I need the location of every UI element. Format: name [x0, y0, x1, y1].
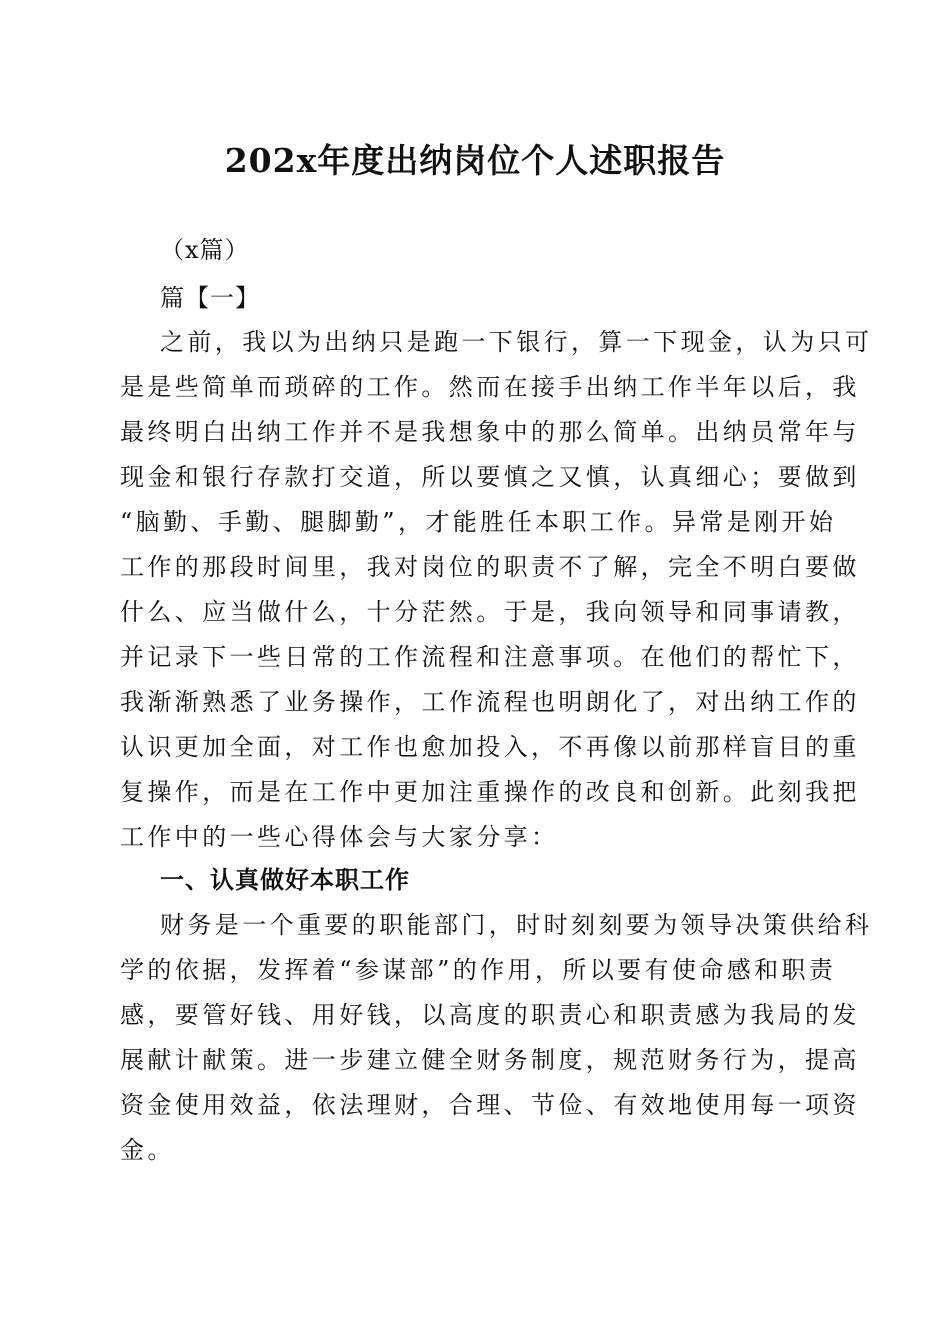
document-subtitle: （x篇）	[160, 236, 250, 264]
paragraph-line: 现金和银行存款打交道，所以要慎之又慎，认真细心；要做到	[120, 463, 860, 491]
paragraph-line: 复操作，而是在工作中更加注重操作的改良和创新。此刻我把	[120, 778, 860, 806]
paragraph-line: 最终明白出纳工作并不是我想象中的那么简单。出纳员常年与	[120, 418, 860, 446]
section-heading: 一、认真做好本职工作	[160, 866, 410, 894]
paragraph-line: 我渐渐熟悉了业务操作，工作流程也明朗化了，对出纳工作的	[120, 688, 860, 716]
paragraph-line: 金。	[120, 1136, 175, 1164]
paragraph-line: 展献计献策。进一步建立健全财务制度，规范财务行为，提高	[120, 1046, 860, 1074]
paragraph-line: 是是些简单而琐碎的工作。然而在接手出纳工作半年以后，我	[120, 373, 860, 401]
paragraph-line: 工作的那段时间里，我对岗位的职责不了解，完全不明白要做	[120, 553, 860, 581]
paragraph-line: 资金使用效益，依法理财，合理、节俭、有效地使用每一项资	[120, 1091, 860, 1119]
paragraph-line: 什么、应当做什么，十分茫然。于是，我向领导和同事请教，	[120, 598, 860, 626]
section-label: 篇【一】	[160, 284, 260, 312]
paragraph-line: 并记录下一些日常的工作流程和注意事项。在他们的帮忙下，	[120, 643, 860, 671]
paragraph-line: 财务是一个重要的职能部门，时时刻刻要为领导决策供给科	[160, 911, 873, 939]
paragraph-line: 工作中的一些心得体会与大家分享：	[120, 823, 559, 851]
paragraph-line: 之前，我以为出纳只是跑一下银行，算一下现金，认为只可	[160, 328, 873, 356]
paragraph-line: “脑勤、手勤、腿脚勤”，才能胜任本职工作。异常是刚开始	[120, 508, 837, 536]
paragraph-line: 认识更加全面，对工作也愈加投入，不再像以前那样盲目的重	[120, 733, 860, 761]
paragraph-line: 学的依据，发挥着“参谋部”的作用，所以要有使命感和职责	[120, 956, 837, 984]
paragraph-line: 感，要管好钱、用好钱，以高度的职责心和职责感为我局的发	[120, 1001, 860, 1029]
document-title: 202x年度出纳岗位个人述职报告	[224, 141, 726, 180]
